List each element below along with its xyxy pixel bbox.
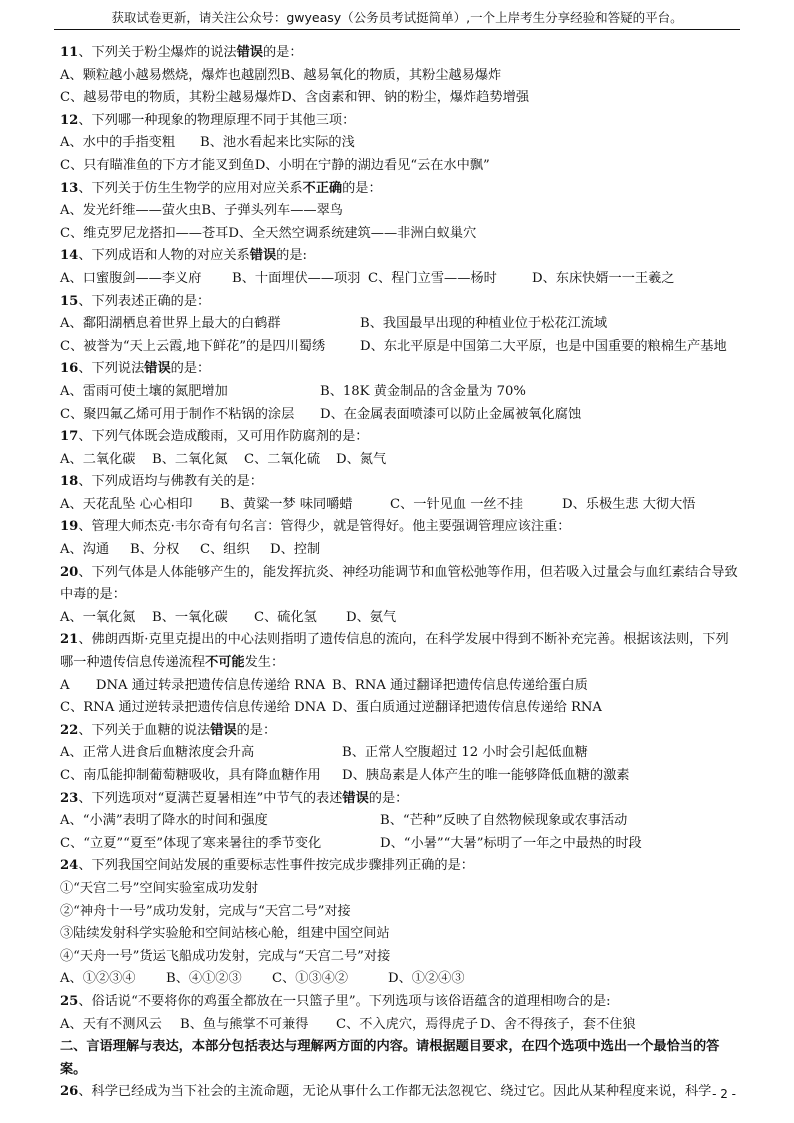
answer-option[interactable]: A、一氧化氮 [60, 609, 136, 625]
answer-option[interactable]: A、雷雨可使土壤的氮肥增加 [60, 383, 228, 399]
answer-option[interactable]: B、子弹头列车——翠鸟 [201, 203, 343, 219]
emphasis-keyword: 错误 [342, 790, 369, 806]
question-text: 、下列选项对“夏满芒夏暑相连”中节气的表述 [78, 790, 343, 806]
answer-option[interactable]: D、舍不得孩子，套不住狼 [480, 1016, 636, 1032]
question-text: 、下列说法 [78, 361, 145, 377]
answer-option[interactable]: D、氨气 [346, 609, 397, 625]
page-number: - 2 - [712, 1087, 736, 1101]
answer-option[interactable]: D、含卤素和钾、钠的粉尘，爆炸趋势增强 [281, 90, 530, 106]
question-stem [60, 110, 740, 133]
emphasis-keyword: 不正确 [302, 180, 343, 196]
answer-option[interactable]: C、组织 [200, 542, 250, 558]
question-stem [60, 426, 740, 449]
question-text: 、下列哪一种现象的物理原理不同于其他三项： [78, 112, 356, 128]
option-row [60, 200, 740, 223]
option-row [60, 607, 740, 630]
answer-option[interactable]: B、RNA 通过翻译把遗传信息传递给蛋白质 [332, 677, 588, 693]
answer-option[interactable]: C、二氧化硫 [244, 451, 321, 467]
question-stem [60, 471, 740, 494]
answer-option[interactable]: A、鄱阳湖栖息着世界上最大的白鹤群 [60, 316, 281, 332]
question-text: 、下列气体既会造成酸雨，又可用作防腐剂的是： [78, 429, 369, 445]
answer-option[interactable]: C、越易带电的物质，其粉尘越易爆炸 [60, 90, 282, 106]
answer-option[interactable]: B、正常人空腹超过 12 小时会引起低血糖 [342, 745, 588, 761]
event-item: ④“天舟一号”货运飞船成功发射，完成与“天宫二号”对接 [60, 948, 391, 964]
question-stem [60, 178, 740, 201]
answer-option[interactable]: A、水中的手指变粗 [60, 135, 176, 151]
question-text: 、下列成语均与佛教有关的是： [78, 474, 263, 490]
question-stem [60, 291, 740, 314]
answer-option[interactable]: D、氮气 [336, 451, 387, 467]
header-divider [54, 29, 740, 30]
option-row [60, 968, 740, 991]
emphasis-keyword: 错误 [236, 45, 263, 60]
answer-option[interactable]: B、十面埋伏——项羽 [232, 270, 361, 286]
answer-option[interactable]: A、天有不测风云 [60, 1016, 162, 1032]
question-text: 、佛朗西斯·克里克提出的中心法则指明了遗传信息的流向，在科学发展中得到不断补充完善。根据该法则，下列哪一种遗传信息传递流程 [60, 632, 729, 671]
question-number: 17 [60, 429, 79, 445]
question-text-suffix: 的是: [276, 248, 307, 264]
option-row [60, 404, 740, 427]
answer-option[interactable]: D、①②④③ [388, 971, 465, 987]
answer-option[interactable]: B、二氧化氮 [152, 451, 228, 467]
answer-option[interactable]: D、小明在宁静的湖边看见“云在水中飘” [254, 157, 490, 173]
answer-option[interactable]: A DNA 通过转录把遗传信息传递给 RNA [60, 677, 326, 693]
question-text: 、下列表述正确的是： [78, 293, 211, 309]
answer-option[interactable]: D、胰岛素是人体产生的唯一能够降低血糖的激素 [342, 768, 630, 783]
option-row [60, 336, 740, 359]
option-row [60, 132, 740, 155]
question-text: 、下列我国空间站发展的重要标志性事件按完成步骤排列正确的是： [78, 858, 474, 874]
answer-option[interactable]: B、18K 黄金制品的含金量为 70% [320, 383, 526, 399]
answer-option[interactable]: A、正常人进食后血糖浓度会升高 [60, 745, 255, 761]
emphasis-keyword: 错误 [210, 722, 237, 738]
question-number: 25 [60, 993, 79, 1009]
question-number: 14 [60, 248, 79, 264]
option-row [60, 810, 740, 833]
option-row [60, 87, 740, 110]
question-stem [60, 42, 740, 65]
question-number: 15 [60, 293, 79, 309]
question-stem [60, 991, 740, 1014]
answer-option[interactable]: A、发光纤维——萤火虫 [60, 203, 202, 219]
option-row [60, 449, 740, 472]
answer-option[interactable]: D、乐极生悲 大彻大悟 [562, 496, 696, 512]
emphasis-keyword: 不可能 [205, 655, 245, 671]
section-heading: 二、言语理解与表达，本部分包括表达与理解两方面的内容。请根据题目要求，在四个选项中选出一个最恰当的答案。 [60, 1039, 720, 1077]
question-number: 26 [60, 1084, 79, 1100]
answer-option[interactable]: A、口蜜腹剑——李义府 [60, 270, 202, 286]
question-stem [60, 245, 740, 268]
answer-option[interactable]: C、RNA 通过逆转录把遗传信息传递给 DNA [60, 700, 326, 716]
question-text: 、下列关于血糖的说法 [78, 722, 211, 738]
option-row [60, 1014, 740, 1037]
question-text-suffix: 发生： [244, 655, 285, 671]
answer-option[interactable]: B、鱼与熊掌不可兼得 [180, 1016, 309, 1032]
option-row [60, 268, 740, 291]
question-number: 12 [60, 112, 79, 128]
question-number: 21 [60, 632, 79, 648]
question-stem [60, 629, 740, 674]
answer-option[interactable]: D、蛋白质通过逆翻译把遗传信息传递给 RNA [332, 700, 602, 716]
question-stem [60, 1081, 740, 1104]
question-stem [60, 562, 740, 607]
question-number: 24 [60, 858, 79, 874]
question-text-suffix: 的是： [236, 722, 277, 738]
answer-option[interactable]: A、沟通 [60, 542, 110, 558]
answer-option[interactable]: B、越易氧化的物质，其粉尘越易爆炸 [280, 67, 502, 83]
option-row [60, 675, 740, 698]
option-row [60, 742, 740, 765]
answer-option[interactable]: A、①②③④ [60, 971, 136, 987]
answer-option[interactable]: C、“立夏”“夏至”体现了寒来暑往的季节变化 [60, 835, 322, 851]
answer-option[interactable]: D、在金属表面喷漆可以防止金属被氧化腐蚀 [320, 406, 582, 422]
question-text-suffix: 的是： [342, 180, 382, 196]
answer-option[interactable]: C、只有瞄准鱼的下方才能叉到鱼 [60, 157, 255, 173]
answer-option[interactable]: B、④①②③ [166, 971, 242, 987]
event-item: ①“天宫二号”空间实验室成功发射 [60, 880, 259, 896]
answer-option[interactable]: C、维克罗尼龙搭扣——苍耳 [60, 225, 229, 241]
answer-option[interactable]: B、分权 [130, 542, 180, 558]
question-number: 23 [60, 790, 79, 806]
answer-option[interactable]: A、“小满”表明了降水的时间和强度 [60, 813, 268, 829]
answer-option[interactable]: B、黄粱一梦 味同嚼蜡 [220, 496, 353, 512]
answer-option[interactable]: B、“芒种”反映了自然物候现象或农事活动 [380, 813, 628, 829]
option-row [60, 313, 740, 336]
question-number: 19 [60, 519, 79, 535]
question-number: 18 [60, 474, 79, 490]
emphasis-keyword: 错误 [249, 248, 277, 264]
answer-option[interactable]: C、程门立雪——杨时 [368, 270, 497, 286]
question-number: 16 [60, 361, 79, 377]
question-text: 、下列气体是人体能够产生的，能发挥抗炎、神经功能调节和血管松弛等作用，但若吸入过量会与血红素结合导致中毒的是： [60, 564, 738, 603]
question-stem [60, 358, 740, 381]
event-item: ③陆续发射科学实验舱和空间站核心舱，组建中国空间站 [60, 926, 390, 942]
question-text-suffix: 的是： [170, 361, 211, 377]
question-number: 13 [60, 180, 79, 196]
question-text: 、管理大师杰克·韦尔奇有句名言：管得少，就是管得好。他主要强调管理应该注重： [78, 519, 571, 535]
question-text-suffix: 的是： [368, 790, 409, 806]
option-row [60, 494, 740, 517]
question-list [60, 42, 740, 1104]
question-text-suffix: 的是： [262, 45, 303, 60]
answer-option[interactable]: C、一针见血 一丝不挂 [390, 496, 523, 512]
emphasis-keyword: 错误 [144, 361, 171, 377]
answer-option[interactable]: D、控制 [270, 542, 321, 558]
event-item: ②“神舟十一号”成功发射，完成与“天宫二号”对接 [60, 903, 351, 919]
answer-option[interactable]: D、“小暑”“大暑”标明了一年之中最热的时段 [380, 835, 642, 851]
option-row [60, 381, 740, 404]
answer-option[interactable]: C、不入虎穴，焉得虎子 [336, 1016, 478, 1032]
option-row [60, 833, 740, 856]
option-row [60, 765, 740, 788]
question-stem [60, 720, 740, 743]
question-text: 、下列成语和人物的对应关系 [78, 248, 250, 264]
page-header: 获取试卷更新，请关注公众号：gwyeasy（公务员考试挺简单）,一个上岸考生分享经验和答疑的平台。 [111, 10, 683, 25]
answer-option[interactable]: B、我国最早出现的种植业位于松花江流域 [360, 316, 608, 332]
question-text: 、俗话说“不要将你的鸡蛋全都放在一只篮子里”。下列选项与该俗语蕴含的道理相吻合的是: [78, 993, 611, 1009]
option-row [60, 223, 740, 246]
answer-option[interactable]: A、二氧化碳 [60, 451, 136, 467]
answer-option[interactable]: A、天花乱坠 心心相印 [60, 496, 193, 512]
answer-option[interactable]: C、南瓜能抑制葡萄糖吸收，具有降血糖作用 [60, 768, 321, 783]
question-number: 11 [60, 45, 79, 60]
question-text: 、下列关于仿生生物学的应用对应关系 [78, 180, 303, 196]
answer-option[interactable]: A、颗粒越小越易燃烧，爆炸也越剧烈 [60, 67, 281, 83]
answer-option[interactable]: D、全天然空调系统建筑——非洲白蚁巢穴 [228, 225, 477, 241]
answer-option[interactable]: B、池水看起来比实际的浅 [200, 135, 355, 151]
answer-option[interactable]: D、东北平原是中国第二大平原，也是中国重要的粮棉生产基地 [360, 338, 727, 354]
answer-option[interactable]: C、聚四氟乙烯可用于制作不粘锅的涂层 [60, 406, 295, 422]
question-text: 、科学已经成为当下社会的主流命题，无论从事什么工作都无法忽视它、绕过它。因此从某种程度来说，科学 [78, 1084, 712, 1100]
question-number: 22 [60, 722, 79, 738]
answer-option[interactable]: B、一氧化碳 [152, 609, 228, 625]
option-row [60, 155, 740, 178]
option-row [60, 539, 740, 562]
question-stem [60, 788, 740, 811]
question-stem [60, 516, 740, 539]
question-text: 、下列关于粉尘爆炸的说法 [78, 45, 237, 60]
question-stem [60, 855, 740, 878]
question-number: 20 [60, 564, 79, 580]
option-row [60, 697, 740, 720]
answer-option[interactable]: D、东床快婿一一王羲之 [532, 270, 675, 286]
option-row [60, 65, 740, 88]
answer-option[interactable]: C、①③④② [272, 971, 349, 987]
answer-option[interactable]: C、硫化氢 [254, 609, 317, 625]
answer-option[interactable]: C、被誉为“天上云霞,地下鲜花”的是四川蜀绣 [60, 338, 326, 354]
